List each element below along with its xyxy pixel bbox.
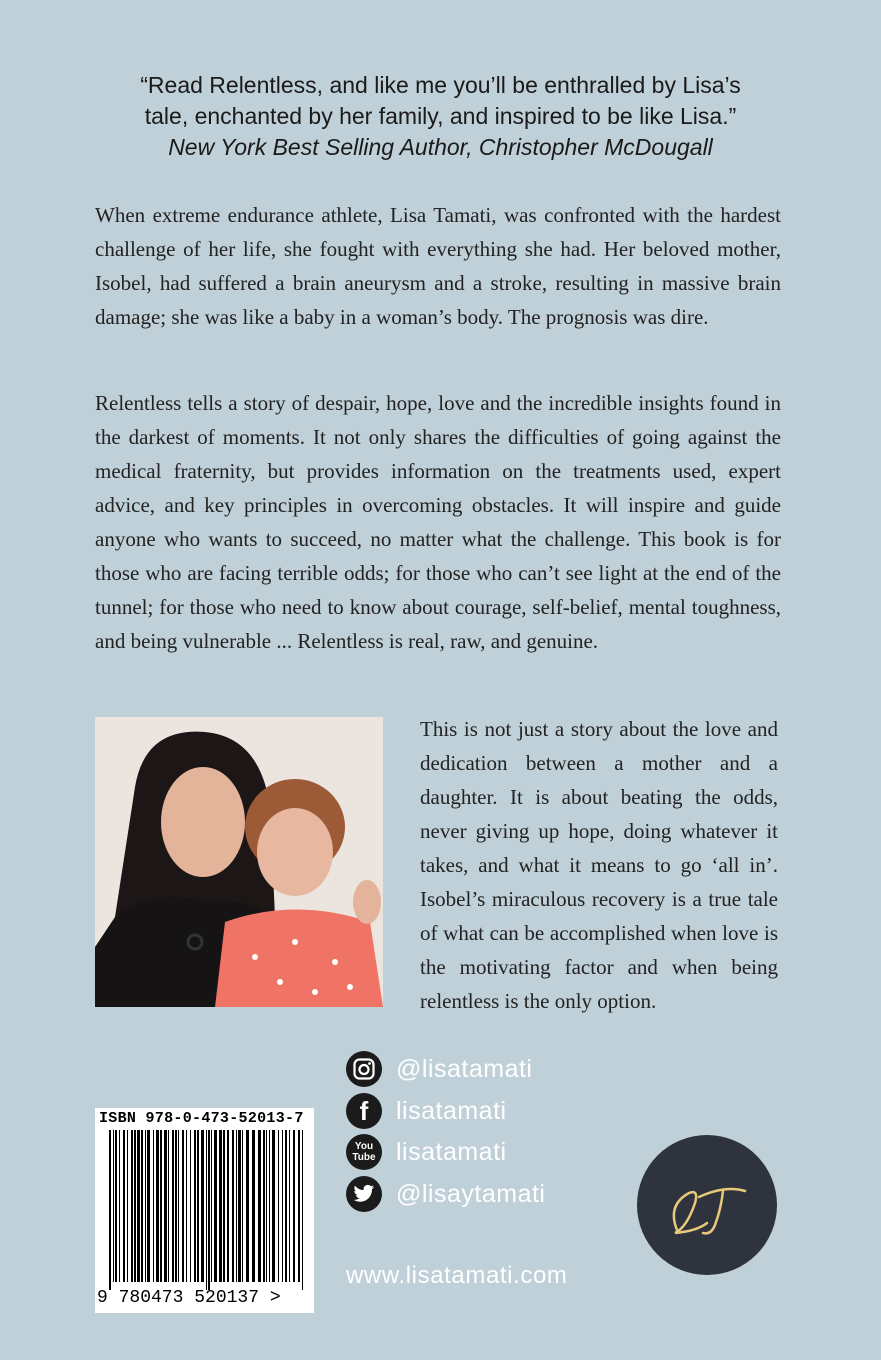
barcode-bar (293, 1130, 295, 1282)
barcode-bar (227, 1130, 229, 1282)
barcode-bar (182, 1130, 184, 1282)
isbn-barcode (95, 1108, 314, 1313)
barcode-bar (153, 1130, 154, 1282)
barcode-bar (145, 1130, 146, 1282)
barcode-bar (119, 1130, 120, 1282)
barcode-bar (156, 1130, 159, 1282)
blurb-paragraph-2: Relentless tells a story of despair, hope, love and the incredible insights found in the darkest of moments. It not only shares the difficulties of going against the medical fraternity, but provides information on the treatments used, expert advice, and key principles in overcoming obstacles. It will inspire and guide anyone who wants to succeed, no matter what the challenge. This book is for those who are facing terrible odds; for those who can’t see light at the end of the tunnel; for those who need to know about courage, self-belief, mental toughness, and being vulnerable ... Relentless is real, raw, and genuine. (95, 391, 781, 653)
barcode-bar (289, 1130, 290, 1282)
barcode-bar (211, 1130, 212, 1282)
quote-line-1: “Read Relentless, and like me you’ll be enthralled by Lisa’s (140, 72, 741, 98)
barcode-bar (232, 1130, 234, 1282)
barcode-bar (197, 1130, 199, 1282)
barcode-bar (282, 1130, 283, 1282)
barcode-bar (302, 1130, 303, 1290)
twitter-handle[interactable]: @lisaytamati (396, 1179, 546, 1208)
social-youtube[interactable] (346, 1133, 646, 1171)
barcode-bar (115, 1130, 117, 1282)
barcode-digits: 9 780473 520137 > (97, 1288, 281, 1308)
photo-illustration (95, 717, 383, 1007)
social-facebook[interactable] (346, 1092, 646, 1130)
facebook-icon-glyph: f (359, 1095, 369, 1126)
social-instagram[interactable] (346, 1050, 646, 1088)
barcode-bar (298, 1130, 300, 1282)
quote-line-2: tale, enchanted by her family, and inspired to be like Lisa.” (144, 103, 737, 129)
author-photo (95, 717, 383, 1007)
twitter-icon (346, 1176, 382, 1212)
barcode-bar (190, 1130, 191, 1282)
barcode-bar (168, 1130, 169, 1282)
barcode-bar (131, 1130, 133, 1282)
blurb-paragraph-1: When extreme endurance athlete, Lisa Tamati, was confronted with the hardest challenge of her life, she fought with everything she had. Her beloved mother, Isobel, had suffered a brain aneurysm and a stroke, resulting in massive brain damage; she was like a baby in a woman’s body. The prognosis was dire. (95, 203, 781, 329)
facebook-icon (346, 1093, 382, 1129)
barcode-bar (278, 1130, 279, 1282)
barcode-bar (164, 1130, 167, 1282)
barcode-bar (127, 1130, 128, 1282)
barcode-bar (263, 1130, 265, 1282)
facebook-handle[interactable]: lisatamati (396, 1096, 507, 1125)
barcode-bar (223, 1130, 225, 1282)
barcode-bar (194, 1130, 196, 1282)
barcode-bar (272, 1130, 275, 1282)
barcode-bar (201, 1130, 204, 1282)
barcode-bar (208, 1130, 210, 1290)
barcode-bar (175, 1130, 177, 1282)
social-twitter[interactable] (346, 1175, 646, 1213)
barcode-bar (147, 1130, 150, 1282)
blurb-paragraph-3: This is not just a story about the love and dedication between a mother and a daughter. It is about beating the odds, never giving up hope, doing whatever it takes, and what it means to go ‘all in’. Isobel’s miraculous recovery is a true tale of what can be accomplished when love is the motivating factor and when being relentless is the only option. (420, 717, 778, 1013)
quote-attribution: New York Best Selling Author, Christopher McDougall (168, 134, 713, 160)
barcode-bar (113, 1130, 114, 1282)
monogram-icon (637, 1135, 777, 1275)
barcode-bar (134, 1130, 136, 1282)
barcode-bar (258, 1130, 261, 1282)
endorsement-quote (60, 70, 821, 163)
youtube-icon-tube: Tube (352, 1152, 376, 1163)
barcode-bar (186, 1130, 187, 1282)
barcode-bar (172, 1130, 174, 1282)
barcode-bars (95, 1108, 314, 1313)
barcode-bar (123, 1130, 125, 1282)
instagram-icon (346, 1051, 382, 1087)
lt-monogram-logo (637, 1135, 777, 1275)
barcode-bar (206, 1130, 207, 1290)
barcode-bar (178, 1130, 179, 1282)
youtube-handle[interactable]: lisatamati (396, 1137, 507, 1166)
barcode-bar (219, 1130, 222, 1282)
youtube-icon (346, 1134, 382, 1170)
barcode-bar (266, 1130, 267, 1282)
barcode-bar (285, 1130, 287, 1282)
barcode-bar (252, 1130, 255, 1282)
barcode-bar (109, 1130, 111, 1290)
isbn-label: ISBN 978-0-473-52013-7 (99, 1110, 304, 1127)
barcode-bar (246, 1130, 249, 1282)
barcode-bar (214, 1130, 217, 1282)
barcode-bar (236, 1130, 237, 1282)
barcode-bar (141, 1130, 143, 1282)
youtube-icon-you: You (354, 1141, 374, 1152)
barcode-bar (269, 1130, 270, 1282)
barcode-bar (137, 1130, 140, 1282)
barcode-bar (242, 1130, 243, 1282)
instagram-handle[interactable]: @lisatamati (396, 1054, 533, 1083)
barcode-bar (238, 1130, 241, 1282)
barcode-bar (160, 1130, 162, 1282)
website-url[interactable]: www.lisatamati.com (346, 1262, 568, 1289)
